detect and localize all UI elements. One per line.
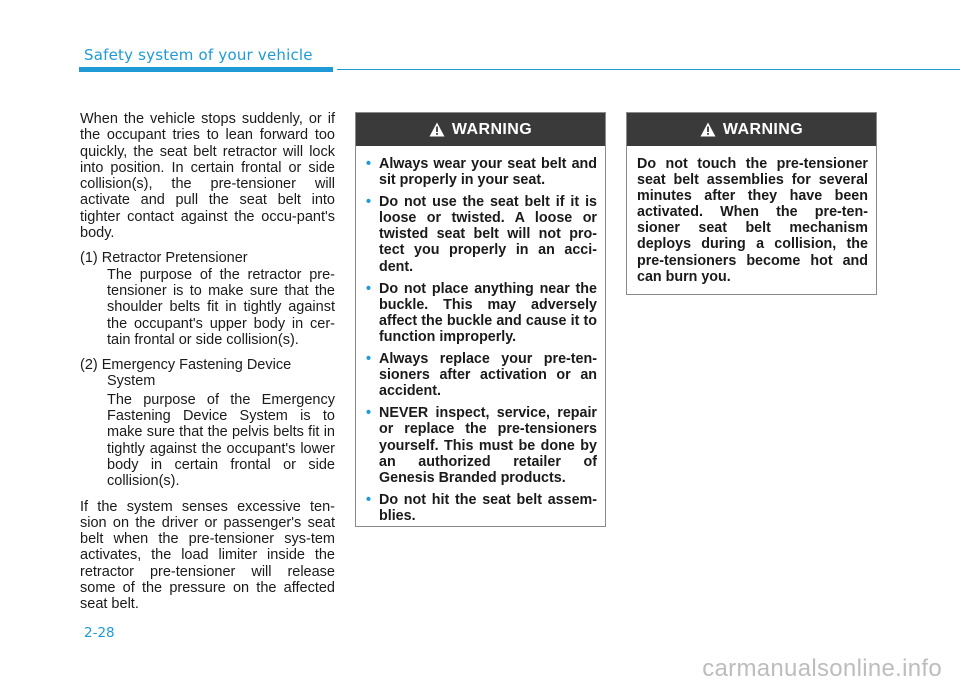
warning-label: WARNING [722, 120, 804, 138]
bullet-icon: • [366, 491, 372, 508]
load-limiter-paragraph: If the system senses excessive ten-sion on the driver or passenger's seat belt when the pre-tensioner sys-tem activates, the load limiter inside the retractor pre-tensioner will release some of the pressure on the affected seat belt. [80, 498, 335, 613]
warning-item: • NEVER inspect, service, repair or replace the pre-tensioners yourself. This must be done by an authorized retailer of Genesis Branded products. [366, 405, 597, 486]
bullet-icon: • [366, 194, 372, 211]
intro-paragraph: When the vehicle stops suddenly, or if the occupant tries to lean forward too quickly, the seat belt retractor will lock into position. In certain frontal or side collision(s), the pre-tensioner will activate and pull the seat belt into tighter contact against the occu-pant's body. [80, 111, 335, 242]
warning-body [627, 146, 876, 285]
item-2-title-cont: System [107, 373, 156, 390]
page-number: 2-28 [84, 625, 115, 641]
bullet-icon: • [366, 351, 372, 368]
warning-triangle-icon [429, 122, 445, 137]
item-1-body: The purpose of the retractor pre-tensioner is to make sure that the shoulder belts fit in tightly against the occupant's upper body in cer-tain frontal or side collision(s). [107, 266, 335, 348]
item-1-title: (1) Retractor Pretensioner [80, 250, 248, 267]
warning-body [356, 146, 605, 524]
warning-item: • Do not hit the seat belt assem-blies. [366, 491, 597, 524]
item-2-body: The purpose of the Emergency Fastening Device System is to make sure that the pelvis belts fit in tightly against the occupant's lower body in certain frontal or side collision(s). [107, 391, 335, 490]
header-rule-thin [337, 69, 960, 70]
warning-list [366, 156, 597, 524]
bullet-icon: • [366, 405, 372, 422]
header-rule-thick [79, 67, 333, 72]
warning-item: • Do not place anything near the buckle. This may adversely affect the buckle and cause it to function improperly. [366, 280, 597, 345]
left-column [80, 111, 335, 622]
item-2-title: (2) Emergency Fastening Device [80, 357, 292, 374]
warning-item: • Do not use the seat belt if it is loose or twisted. A loose or twisted seat belt will not pro-tect you properly in an acci-dent. [366, 194, 597, 275]
warning-text: Do not touch the pre-tensioner seat belt assemblies for several minutes after they have been activated. When the pre-ten-sioner seat belt mechanism deploys during a collision, the pre-tensioners become hot and can burn you. [637, 156, 868, 285]
warning-item: • Always wear your seat belt and sit properly in your seat. [366, 156, 597, 189]
warning-box-2 [626, 112, 877, 295]
bullet-icon: • [366, 156, 372, 172]
warning-header [356, 113, 605, 146]
warning-box-1 [355, 112, 606, 527]
warning-header [627, 113, 876, 146]
section-title: Safety system of your vehicle [84, 46, 313, 64]
warning-item: • Always replace your pre-ten-sioners after activation or an accident. [366, 351, 597, 400]
warning-label: WARNING [451, 120, 533, 138]
warning-triangle-icon [700, 122, 716, 137]
bullet-icon: • [366, 280, 372, 297]
watermark: carmanualsonline.info [702, 655, 942, 682]
